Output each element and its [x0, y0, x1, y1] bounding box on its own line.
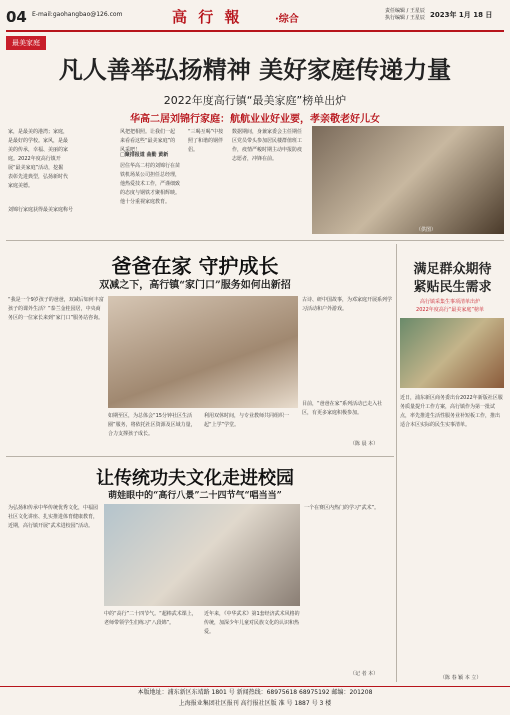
divider — [6, 240, 504, 241]
sidebar-body: 近日，浦东新区商务委出台2022年新版社区服务质量提升工作方案，高行镇作为第一批试点，率先推进生活性服务业补短板工作，推出适合本区实际的民生实事清单。 — [400, 395, 503, 428]
sidebar-credit: （陈 春 颖 本 立） — [440, 675, 482, 681]
sidebar-subtitle-1: 高行镇采集生事项清单出炉 — [419, 299, 480, 305]
story3-subtitle: 萌娃眼中的“高行八景”二十四节气“唱当当” — [108, 491, 282, 501]
section-tag: 最美家庭 — [6, 36, 46, 50]
sidebar-title-1: 满足群众期待 — [413, 262, 492, 277]
sidebar-subtitle-2: 2022年度高行“最美家庭”榜单 — [416, 307, 484, 313]
story1-headline: 凡人善举弘扬精神 美好家庭传递力量 — [58, 55, 452, 84]
exec-editor: 执行编辑 / 王星辰 — [385, 15, 425, 21]
father-children-photo — [108, 296, 298, 408]
family-photo — [312, 126, 504, 234]
photo-credit: （供图） — [416, 227, 437, 233]
story2-col5: 目前，“爸爸在家”系列活动已走入社区，有更多家庭积极参加。 — [302, 401, 383, 416]
story2-col3: 利用双休时间，与专业教师共同组织一起“上学”学堂。 — [204, 413, 290, 428]
page-footer — [0, 686, 510, 715]
issue-date: 2023年 1月 18 日 — [430, 11, 493, 19]
market-photo — [400, 318, 504, 388]
sidebar-title-2: 紧贴民生需求 — [413, 280, 492, 295]
newspaper-masthead: 高 行 報 — [172, 8, 243, 26]
story2-col2: 如期至区，为总体会“15分钟社区生活圈”服务，将依托社区资源及区域力量，合力支撑孩子成长。 — [108, 413, 196, 437]
divider — [6, 456, 394, 457]
story2-headline: 爸爸在家 守护成长 — [111, 254, 279, 278]
story2-credit: （陈 晨 本） — [350, 441, 379, 447]
story1-col4: “三喝互喝”中按照了和谐的钢伴侣。 — [188, 129, 224, 153]
story2-col1: “我是一个9岁孩子的爸爸，双减后如何丰富孩子的课外生活？”泰兰金桂园居，中央商务区的一位家长来到“家门口”服务站咨询。 — [8, 297, 104, 321]
header-rule — [6, 30, 504, 32]
story1-col2: 风把把相照。让我们一起来看看这些“最美家庭”的风采吧！ — [120, 129, 176, 153]
footer-publisher: 上海报业集团社区报刊 高行报社区版 准 号 1887 号 3 楼 — [178, 700, 332, 707]
masthead-bar — [0, 0, 510, 30]
page-number: 04 — [6, 8, 27, 26]
story1-subtitle: 2022年度高行镇“最美家庭”榜单出炉 — [163, 94, 347, 107]
kungfu-class-photo — [104, 504, 300, 606]
story2-subtitle: 双减之下，高行镇“家门口”服务如何出新招 — [99, 280, 291, 291]
story1-col1: 家，是最美的港湾；家庭，是最好的学校。家风，是最美的传承，幸福、美丽的家庭。2022年度高行镇开展“最美家庭”活动，挖掘表彰先进典型，弘扬新时代家庭美德。 — [8, 129, 69, 189]
story3-col4: 一个在赛区内热门的学习“武术”。 — [304, 505, 380, 511]
story1-col3: 居住华高二村的刘锦行在苗铁机场某公司担任总经理，他热爱技术工作，严谨细致的态度与钢铁才聚相辉映。他十分重视家庭教育。 — [120, 163, 181, 205]
editors-block — [385, 8, 425, 22]
story3-col2: 中的“高行”二十四节气。“超棒武术课上，老师带领学生们练习“八段锦”。 — [104, 611, 197, 626]
story1-caption: 刘锦行家庭获得最美家庭称号 — [8, 207, 74, 213]
story2-col4: 古诗、研中国故事，为邓家庭开展系列学习活动和户外游戏。 — [302, 297, 393, 312]
story1-col5: 数据期间，身兼家委会主任期任区党员带头参加居民楼群值班工作，疫情严峻时期主动申报防疫志愿者，冲锋在前。 — [232, 129, 303, 162]
contact-email: E-mail:gaohangbao@126.com — [32, 11, 123, 18]
section-name: ·综合 — [275, 14, 299, 25]
story1-col2-head: □聚排报道 曲勤 黄新 — [120, 152, 169, 158]
story3-col3: 近年来，《中华武术》第1套经济武术风格的传统，加深少年儿童对民族文化的认识和热爱。 — [204, 611, 300, 635]
story3-credit: （记 者 本） — [350, 671, 379, 677]
story3-col1: 为弘扬和传承中华传统优秀文化，中福园社区文化讲座、扎实推进体育健康教育，近期，高行镇开展“武术进校园”活动。 — [8, 505, 99, 529]
chief-editor: 责任编辑 / 王星辰 — [385, 8, 425, 14]
story1-byline: 华高二居刘锦行家庭：航航业业好业要，孝亲敬老好儿女 — [130, 114, 380, 125]
footer-address: 本版地址：浦东新区东靖路 1801 号 新闻热线：68975618 68975192 邮编：201208 — [137, 689, 373, 696]
story3-headline: 让传统功夫文化走进校园 — [96, 468, 294, 489]
